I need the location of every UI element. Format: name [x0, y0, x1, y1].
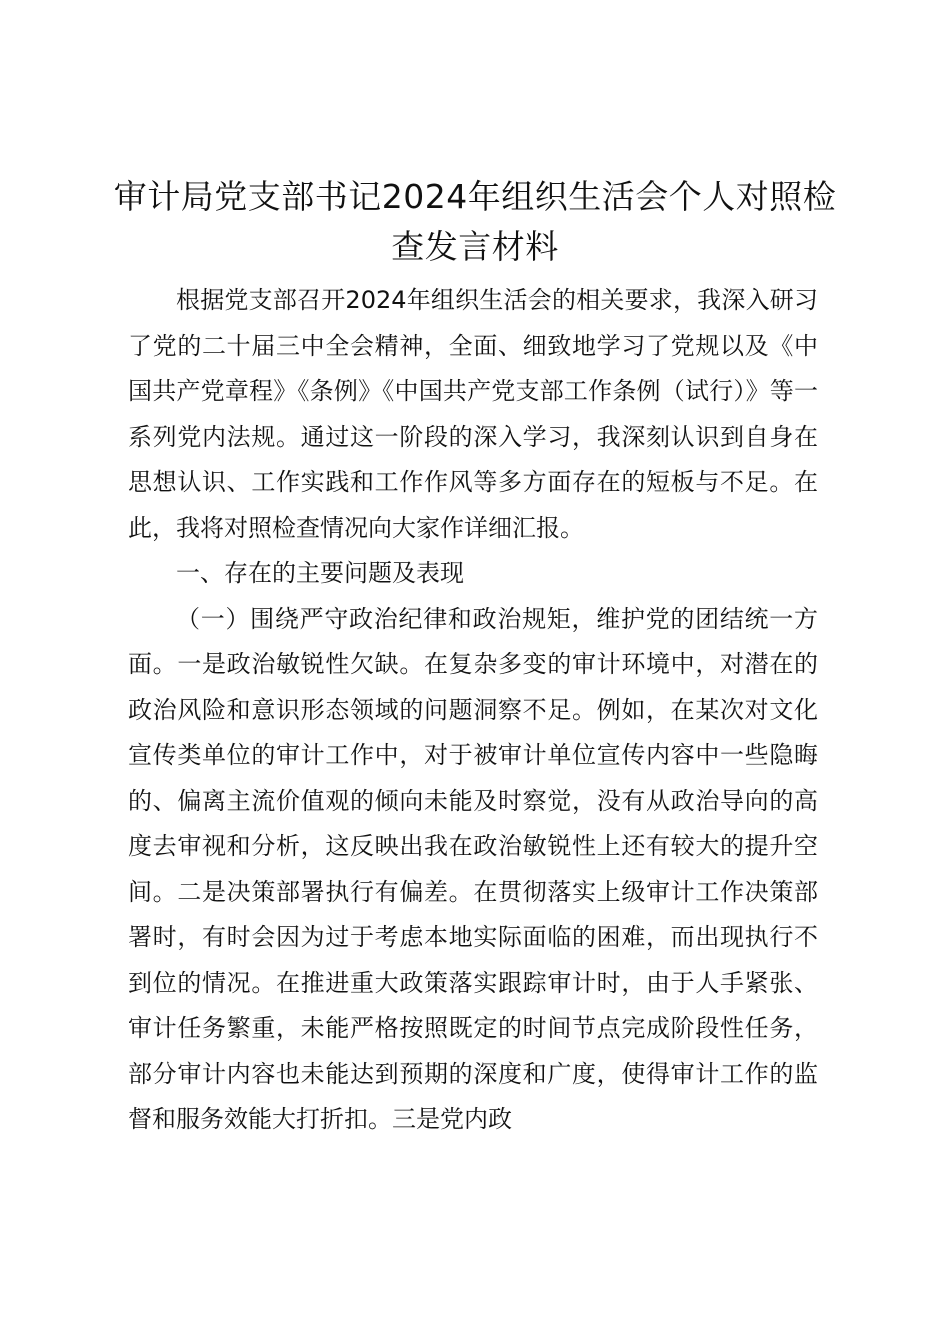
section-heading: 一、存在的主要问题及表现 [176, 559, 464, 587]
section-paragraph: （一）围绕严守政治纪律和政治规矩，维护党的团结统一方面。一是政治敏锐性欠缺。在复杂多变的审计环境中，对潜在的政治风险和意识形态领域的问题洞察不足。例如，在某次对文化宣传类单位的审计工作中，对于被审计单位宣传内容中一些隐晦的、偏离主流价值观的倾向未能及时察觉，没有从政治导向的高度去审视和分析，这反映出我在政治敏锐性上还有较大的提升空间。二是决策部署执行有偏差。在贯彻落实上级审计工作决策部署时，有时会因为过于考虑本地实际面临的困难，而出现执行不到位的情况。在推进重大政策落实跟踪审计时，由于人手紧张、审计任务繁重，未能严格按照既定的时间节点完成阶段性任务，部分审计内容也未能达到预期的深度和广度，使得审计工作的监督和服务效能大打折扣。三是党内政 [128, 604, 818, 1133]
intro-paragraph: 根据党支部召开2024年组织生活会的相关要求，我深入研习了党的二十届三中全会精神，全面、细致地学习了党规以及《中国共产党章程》《条例》《中国共产党支部工作条例（试行）》等一系列党内法规。通过这一阶段的深入学习，我深刻认识到自身在思想认识、工作实践和工作作风等多方面存在的短板与不足。在此，我将对照检查情况向大家作详细汇报。 [128, 286, 818, 542]
document-title: 审计局党支部书记2024年组织生活会个人对照检查发言材料 [113, 177, 837, 266]
document-body [128, 278, 818, 1143]
